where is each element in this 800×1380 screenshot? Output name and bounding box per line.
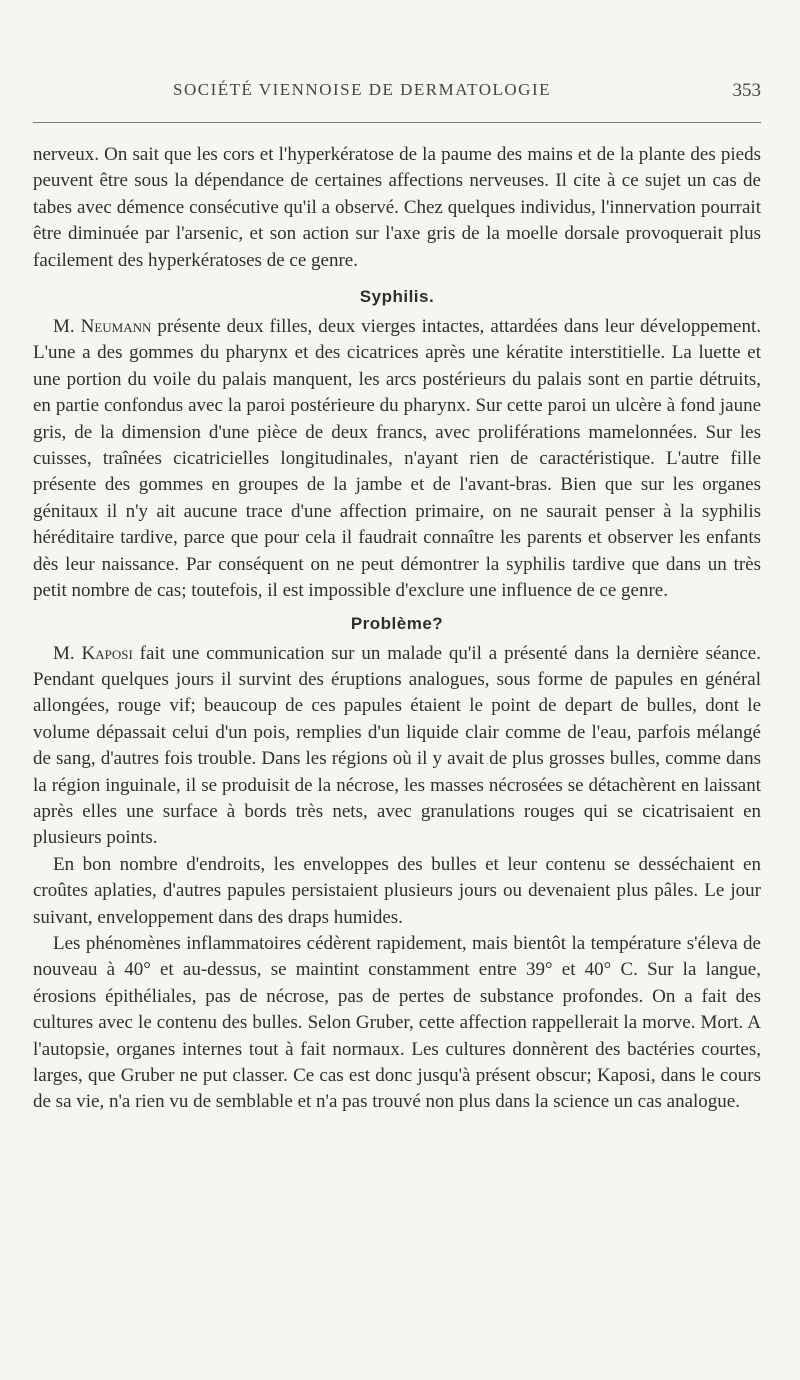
section-heading-probleme: Problème? (350, 613, 444, 633)
author-name: Neumann (80, 316, 152, 338)
paragraph-text: Les phénomènes inflammatoires cédèrent rapidement, mais bientôt la température s'éleva de nouveau à 40° et au-dessus, se maintint constamment entre 39° et 40° C. Sur la langue, érosions épithéliales, pas de nécrose, pas de pertes de substance profondes. On a fait des cultures avec le contenu des bulles. Selon Gruber, cette affection rappellerait la morve. Mort. A l'autopsie, organes internes tout à fait normaux. Les cultures donnèrent des bactéries courtes, larges, que Gruber ne put classer. Ce cas est donc jusqu'à présent obscur; Kaposi, dans le cours de sa vie, n'a rien vu de semblable et n'a pas trouvé non plus dans la science un cas analogue. (33, 932, 761, 1113)
author-name: Kaposi (81, 642, 133, 664)
paragraph-prefix: M. (53, 642, 82, 664)
paragraph (33, 641, 761, 852)
page-number: 353 (732, 80, 761, 101)
section-heading-syphilis: Syphilis. (359, 287, 435, 307)
page-header (33, 80, 761, 108)
paragraph (33, 931, 761, 1116)
paragraph (33, 314, 761, 604)
article-body (33, 142, 761, 1116)
paragraph-prefix: M. (53, 316, 81, 338)
paragraph-text: présente deux filles, deux vierges intactes, attardées dans leur développement. L'une a des gommes du pharynx et des cicatrices après une kératite interstitielle. La luette et une portion du voile du palais manquent, les arcs postérieurs du palais sont en partie détruits, en partie confondus avec la paroi postérieure du pharynx. Sur cette paroi un ulcère à fond jaune gris, de la dimension d'une pièce de deux francs, avec proliférations mamelonnées. Sur les cuisses, traînées cicatricielles longitudinales, n'ayant rien de caractéristique. L'autre fille présente des gommes en groupes de la jambe et de l'avant-bras. Bien que sur les organes génitaux il n'y ait aucune trace d'une affection primaire, on ne saurait penser à la syphilis héréditaire tardive, parce que pour cela il faudrait connaître les parents et observer les enfants dès leur naissance. Par conséquent on ne peut démontrer la syphilis tardive que dans un très petit nombre de cas; toutefois, il est impossible d'exclure une influence de ce genre. (33, 316, 761, 602)
paragraph: nerveux. On sait que les cors et l'hyperkératose de la paume des mains et de la plante des pieds peuvent être sous la dépendance de certaines affections nerveuses. Il cite à ce sujet un cas de tabes avec démence consécutive qu'il a observé. Chez quelques individus, l'innervation pourrait être diminuée par l'arsenic, et son action sur l'axe gris de la moelle dorsale provoquerait plus facilement des hyperkératoses de ce genre. (33, 144, 761, 271)
header-rule (33, 122, 761, 123)
paragraph (33, 852, 761, 931)
paragraph-text: En bon nombre d'endroits, les enveloppes des bulles et leur contenu se desséchaient en croûtes aplaties, d'autres papules persistaient plusieurs jours ou devenaient plus pâles. Le jour suivant, enveloppement dans des draps humides. (33, 853, 761, 928)
paragraph-text: fait une communication sur un malade qu'il a présenté dans la dernière séance. Pendant quelques jours il survint des éruptions analogues, sous forme de papules en général allongées, rouge vif; beaucoup de ces papules étaient le point de depart de bulles, dont le volume dépassait celui d'un pois, remplies d'un liquide clair comme de l'eau, parfois mélangé de sang, d'autres fois trouble. Dans les régions où il y avait de plus grosses bulles, comme dans la région inguinale, il se produisit de la nécrose, les masses nécrosées se détachèrent en laissant après elles une surface à bords très nets, avec granulations rouges qui se cicatrisaient en plusieurs points. (33, 642, 761, 849)
running-head: SOCIÉTÉ VIENNOISE DE DERMATOLOGIE (173, 80, 551, 99)
